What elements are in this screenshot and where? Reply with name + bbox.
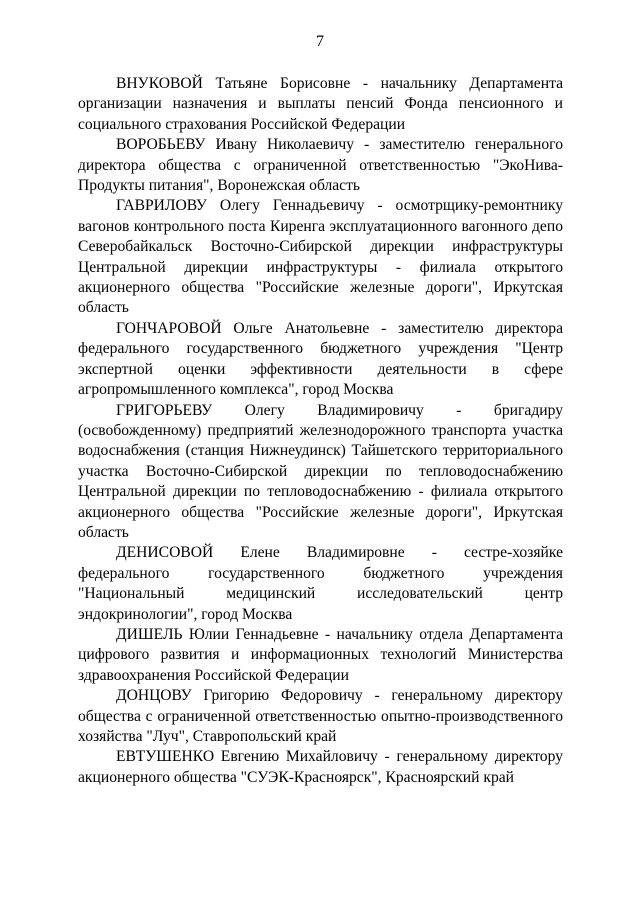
list-item: ВНУКОВОЙ Татьяне Борисовне - начальнику Департамента организации назначения и выплаты пенсий Фонда пенсионного и социального страхования Российской Федерации bbox=[78, 75, 563, 133]
list-item: ЕВТУШЕНКО Евгению Михайловичу - генеральному директору акционерного общества "СУЭК-Красноярск", Красноярский край bbox=[78, 748, 563, 786]
award-list bbox=[78, 74, 563, 788]
list-item: ДЕНИСОВОЙ Елене Владимировне - сестре-хозяйке федерального государственного бюджетного учреждения "Национальный медицинский исследовательский центр эндокринологии", город Москва bbox=[78, 544, 563, 623]
list-item: ГАВРИЛОВУ Олегу Геннадьевичу - осмотрщику-ремонтнику вагонов контрольного поста Киренга эксплуатационного вагонного депо Северобайкальск Восточно-Сибирской дирекции инфраструктуры Центральной дирекции инфраструктуры - филиала открытого акционерного общества "Российские железные дороги", Иркутская область bbox=[78, 197, 563, 317]
list-item: ГОНЧАРОВОЙ Ольге Анатольевне - заместителю директора федерального государственного бюджетного учреждения "Центр экспертной оценки эффективности деятельности в сфере агропромышленного комплекса", город Москва bbox=[78, 319, 563, 399]
list-item: ГРИГОРЬЕВУ Олегу Владимировичу - бригадиру (освобожденному) предприятий железнодорожного транспорта участка водоснабжения (станция Нижнеудинск) Тайшетского территориального участка Восточно-Сибирской дирекции по тепловодоснабжению Центральной дирекции по тепловодоснабжению - филиала открытого акционерного общества "Российские железные дороги", Иркутская область bbox=[78, 401, 563, 541]
list-item: ДИШЕЛЬ Юлии Геннадьевне - начальнику отдела Департамента цифрового развития и информационных технологий Министерства здравоохранения Российской Федерации bbox=[78, 625, 563, 684]
page-number: 7 bbox=[316, 33, 324, 50]
list-item: ВОРОБЬЕВУ Ивану Николаевичу - заместителю генерального директора общества с ограниченной ответственностью "ЭкоНива-Продукты питания", Воронежская область bbox=[78, 136, 563, 195]
list-item: ДОНЦОВУ Григорию Федоровичу - генеральному директору общества с ограниченной ответственностью опытно-производственного хозяйства "Луч", Ставропольский край bbox=[78, 687, 563, 745]
